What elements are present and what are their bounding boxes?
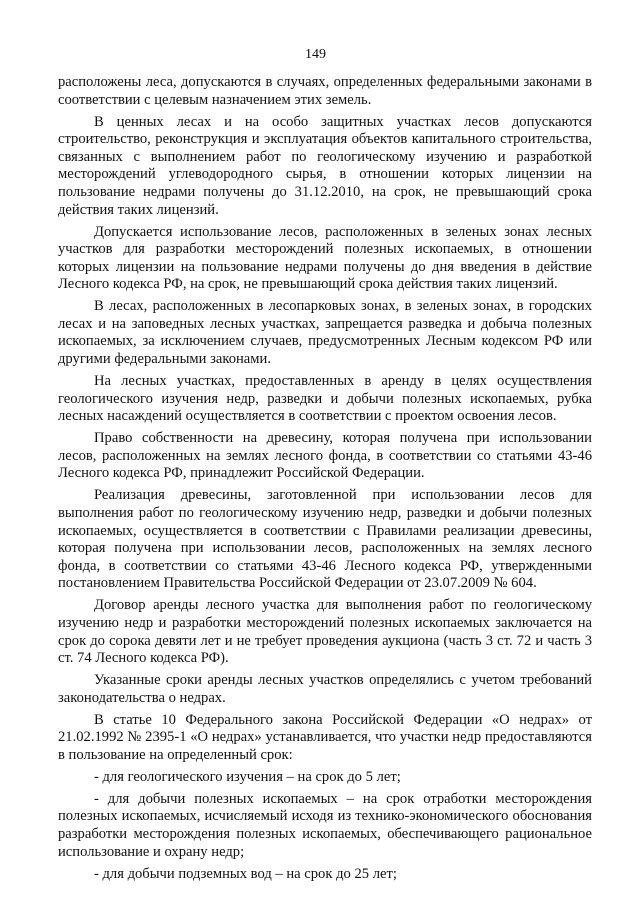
list-item: - для добычи полезных ископаемых – на срок отработки месторождения полезных ископаемых, исчисляемый исходя из технико-экономического обоснования разработки месторождения полезных ископаемых, обеспечивающего рациональное использование и охрану недр; bbox=[58, 790, 592, 860]
paragraph: расположены леса, допускаются в случаях, определенных федеральными законами в соответствии с целевым назначением этих земель. bbox=[58, 74, 592, 108]
document-body bbox=[58, 74, 592, 883]
paragraph: В ценных лесах и на особо защитных участках лесов допускаются строительство, реконструкция и эксплуатация объектов капитального строительства, связанных с выполнением работ по геологическому изучению и разработкой месторождений углеводородного сырья, в отношении которых лицензии на пользование недрами получены до 31.12.2010, на срок, не превышающий срока действия таких лицензий. bbox=[58, 113, 592, 218]
paragraph: Допускается использование лесов, расположенных в зеленых зонах лесных участков для разработки месторождений полезных ископаемых, в отношении которых лицензии на пользование недрами получены до дня введения в действие Лесного кодекса РФ, на срок, не превышающий срока действия таких лицензий. bbox=[58, 223, 592, 293]
paragraph: В лесах, расположенных в лесопарковых зонах, в зеленых зонах, в городских лесах и на заповедных лесных участках, запрещается разведка и добыча полезных ископаемых, за исключением случаев, предусмотренных Лесным кодексом РФ или другими федеральными законами. bbox=[58, 298, 592, 368]
page-number: 149 bbox=[305, 47, 326, 62]
paragraph: Указанные сроки аренды лесных участков определялись с учетом требований законодательства о недрах. bbox=[58, 672, 592, 706]
paragraph: На лесных участках, предоставленных в аренду в целях осуществления геологического изучения недр, разведки и добычи полезных ископаемых, рубка лесных насаждений осуществляется в соответствии с проектом освоения лесов. bbox=[58, 373, 592, 425]
paragraph: Договор аренды лесного участка для выполнения работ по геологическому изучению недр и разработки месторождений полезных ископаемых заключается на срок до сорока девяти лет и не требует проведения аукциона (часть 3 ст. 72 и часть 3 ст. 74 Лесного кодекса РФ). bbox=[58, 597, 592, 667]
paragraph: Право собственности на древесину, которая получена при использовании лесов, расположенных на землях лесного фонда, в соответствии со статьями 43-46 Лесного кодекса РФ, принадлежит Российской Федерации. bbox=[58, 430, 592, 482]
list-item: - для геологического изучения – на срок до 5 лет; bbox=[94, 768, 401, 785]
paragraph: В статье 10 Федерального закона Российской Федерации «О недрах» от 21.02.1992 № 2395-1 «О недрах» устанавливается, что участки недр предоставляются в пользование на определенный срок: bbox=[58, 711, 592, 763]
paragraph: Реализация древесины, заготовленной при использовании лесов для выполнения работ по геологическому изучению недр, разведки и добычи полезных ископаемых, осуществляется в соответствии с Правилами реализации древесины, которая получена при использовании лесов, расположенных на землях лесного фонда, в соответствии со статьями 43-46 Лесного кодекса РФ, утвержденными постановлением Правительства Российской Федерации от 23.07.2009 № 604. bbox=[58, 487, 592, 592]
list-item: - для добычи подземных вод – на срок до 25 лет; bbox=[94, 865, 397, 882]
